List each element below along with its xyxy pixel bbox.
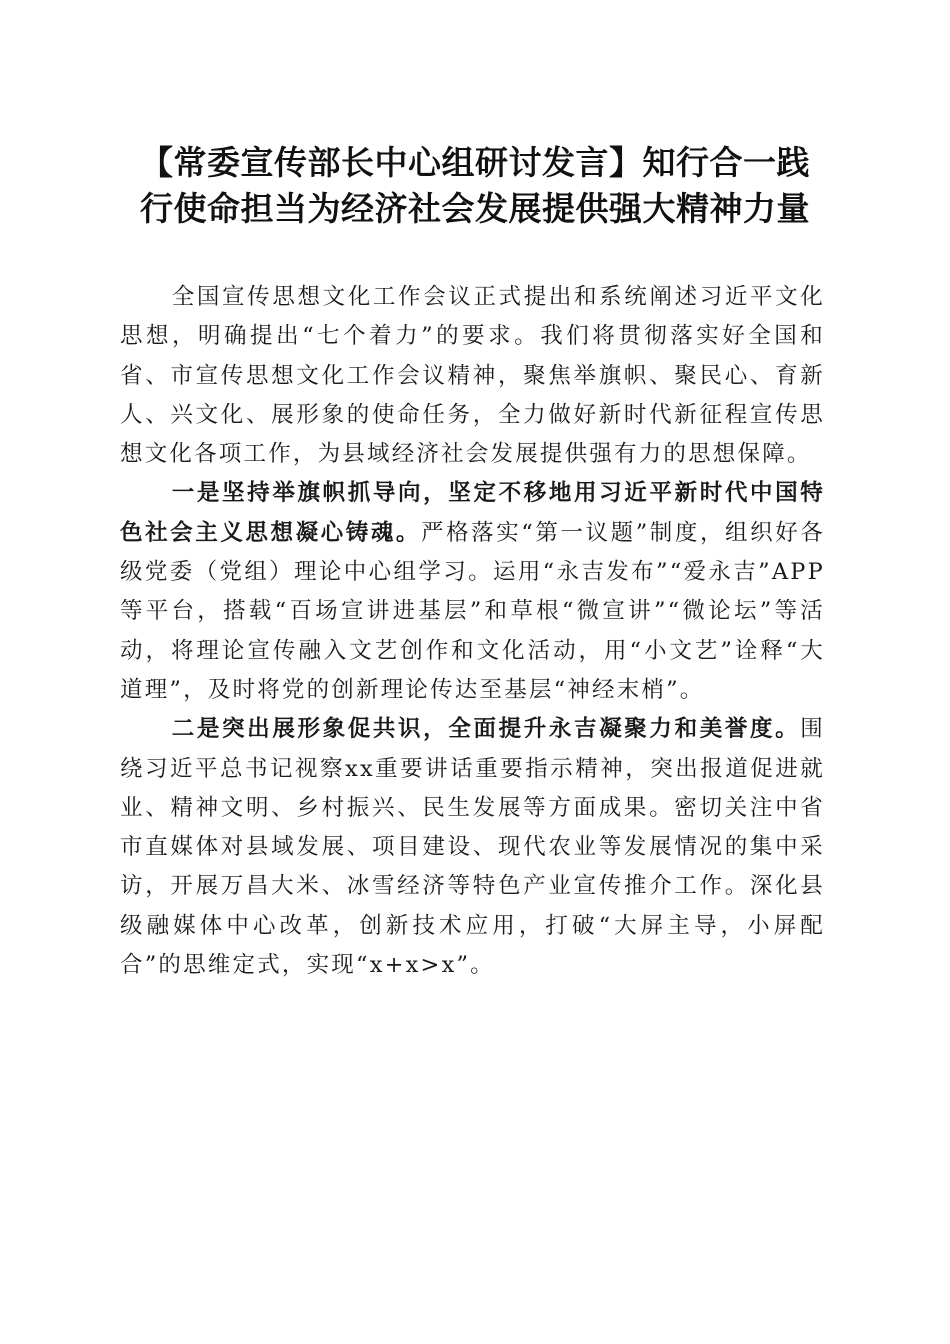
paragraph-lead: 二是突出展形象促共识，全面提升永吉凝聚力和美誉度。 — [171, 716, 801, 743]
document-body — [120, 278, 825, 985]
document-title — [110, 140, 840, 232]
paragraph-text: 围绕习近平总书记视察xx重要讲话重要指示精神，突出报道促进就业、精神文明、乡村振兴、民生发展等方面成果。密切关注中省市直媒体对县域发展、项目建设、现代农业等发展情况的集中采访，开展万昌大米、冰雪经济等特色产业宣传推介工作。深化县级融媒体中心改革，创新技术应用，打破“大屏主导，小屏配合”的思维定式，实现“x+x>x”。 — [120, 716, 825, 979]
paragraph-text: 严格落实“第一议题”制度，组织好各级党委（党组）理论中心组学习。运用“永吉发布”“爱永吉”APP等平台，搭载“百场宣讲进基层”和草根“微宣讲”“微论坛”等活动，将理论宣传融入文艺创作和文化活动，用“小文艺”诠释“大道理”，及时将党的创新理论传达至基层“神经末梢”。 — [120, 519, 825, 703]
paragraph-text: 全国宣传思想文化工作会议正式提出和系统阐述习近平文化思想，明确提出“七个着力”的要求。我们将贯彻落实好全国和省、市宣传思想文化工作会议精神，聚焦举旗帜、聚民心、育新人、兴文化、展形象的使命任务，全力做好新时代新征程宣传思想文化各项工作，为县域经济社会发展提供强有力的思想保障。 — [120, 284, 825, 468]
title-line-1: 【常委宣传部长中心组研讨发言】知行合一践 — [140, 143, 810, 182]
paragraph-point-2 — [120, 710, 825, 985]
paragraph-intro — [120, 278, 825, 474]
paragraph-point-1 — [120, 474, 825, 710]
title-line-2: 行使命担当为经济社会发展提供强大精神力量 — [140, 189, 810, 228]
paragraph-lead: 一是坚持举旗帜抓导向，坚定不移地用习近平新时代中国特色社会主义思想凝心铸魂。 — [120, 480, 825, 546]
